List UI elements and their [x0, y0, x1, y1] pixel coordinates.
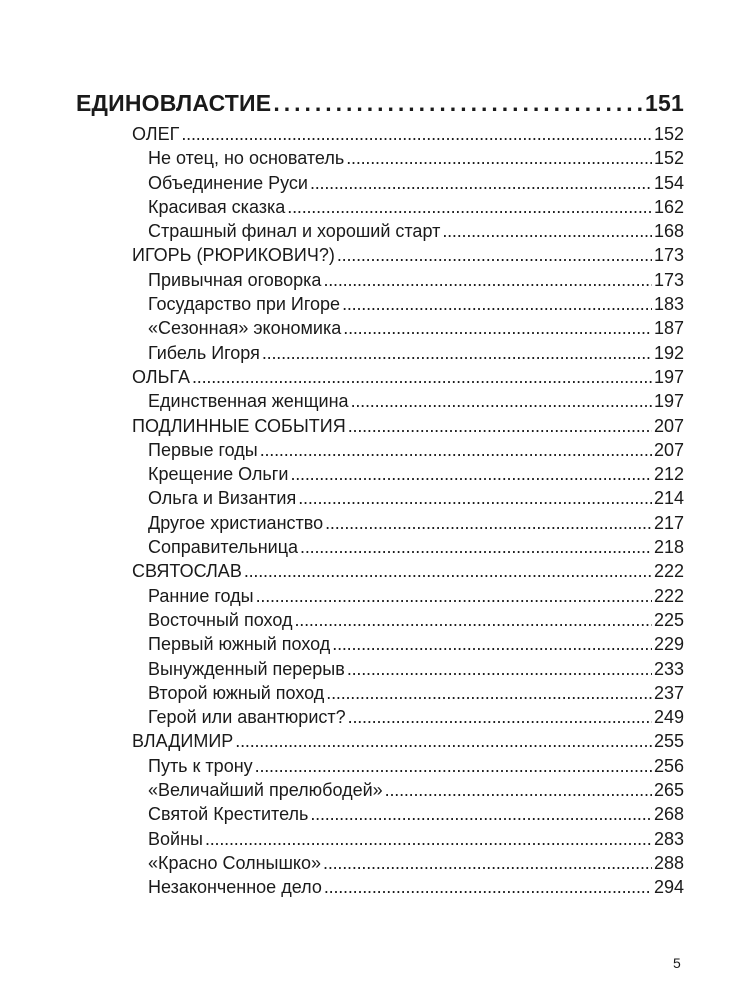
toc-entry-title: Второй южный поход: [148, 682, 325, 703]
toc-entry-title: ИГОРЬ (РЮРИКОВИЧ?): [132, 245, 335, 266]
toc-entry-title: Герой или авантюрист?: [148, 707, 346, 728]
toc-subsection-entry: [148, 754, 684, 778]
toc-entry-title: Красивая сказка: [148, 196, 286, 217]
toc-subsection-entry: [148, 851, 684, 875]
toc-subsection-entry: [148, 462, 684, 486]
toc-entry-title: Ранние годы: [148, 585, 254, 606]
dot-leader: [323, 268, 652, 292]
toc-chapter-entry: [132, 559, 684, 583]
toc-entry-page: 229: [653, 634, 684, 655]
toc-entry-page: 288: [653, 852, 684, 873]
toc-entry-page: 222: [653, 561, 684, 582]
dot-leader: [326, 681, 652, 705]
toc-subsection-entry: [148, 219, 684, 243]
dot-leader: [332, 632, 652, 656]
toc-subsection-entry: [148, 171, 684, 195]
dot-leader: [260, 438, 652, 462]
dot-leader: [337, 243, 652, 267]
toc-entry-title: ПОДЛИННЫЕ СОБЫТИЯ: [132, 415, 346, 436]
toc-subsection-entry: [148, 827, 684, 851]
dot-leader: [346, 146, 652, 170]
toc-entry-page: 265: [653, 780, 684, 801]
dot-leader: [310, 171, 652, 195]
dot-leader: [300, 535, 652, 559]
toc-entry-page: 187: [653, 318, 684, 339]
toc-subsection-entry: [148, 341, 684, 365]
toc-subsection-entry: [148, 875, 684, 899]
dot-leader: [351, 389, 652, 413]
toc-section-heading: [76, 84, 684, 122]
dot-leader: [310, 802, 652, 826]
dot-leader: [205, 827, 652, 851]
dot-leader: [287, 195, 652, 219]
toc-entry-title: Другое христианство: [148, 512, 324, 533]
dot-leader: [347, 657, 652, 681]
toc-entry-title: Святой Креститель: [148, 804, 309, 825]
toc-entry-title: Соправительница: [148, 537, 299, 558]
toc-subsection-entry: [148, 802, 684, 826]
dot-leader: [273, 84, 643, 122]
dot-leader: [181, 122, 652, 146]
toc-entry-title: Незаконченное дело: [148, 877, 322, 898]
toc-subsection-entry: [148, 438, 684, 462]
toc-entry-page: 173: [653, 269, 684, 290]
toc-subsection-entry: [148, 195, 684, 219]
toc-subsection-entry: [148, 292, 684, 316]
toc-entry-title: Не отец, но основатель: [148, 148, 345, 169]
toc-entry-title: Объединение Руси: [148, 172, 308, 193]
toc-chapter-entry: [132, 729, 684, 753]
toc-entry-page: 256: [653, 755, 684, 776]
toc-entry-page: 283: [653, 828, 684, 849]
toc-entry-page: 222: [653, 585, 684, 606]
toc-subsection-entry: [148, 146, 684, 170]
toc-entry-title: «Сезонная» экономика: [148, 318, 342, 339]
toc-entry-title: Первые годы: [148, 439, 258, 460]
toc-entry-page: 249: [653, 707, 684, 728]
toc-subsection-entry: [148, 778, 684, 802]
toc-entry-title: Восточный поход: [148, 609, 293, 630]
toc-chapter-entry: [132, 365, 684, 389]
toc-entry-page: 225: [653, 609, 684, 630]
toc-entry-title: Привычная оговорка: [148, 269, 322, 290]
toc-subsection-entry: [148, 389, 684, 413]
toc-entry-title: Крещение Ольги: [148, 464, 289, 485]
toc-entry-page: 214: [653, 488, 684, 509]
dot-leader: [342, 292, 652, 316]
toc-subsection-entry: [148, 681, 684, 705]
toc-entry-page: 217: [653, 512, 684, 533]
toc-chapter-entry: [132, 122, 684, 146]
toc-entry-title: Ольга и Византия: [148, 488, 297, 509]
toc-chapter-entry: [132, 243, 684, 267]
toc-subsection-entry: [148, 511, 684, 535]
toc-entry-page: 152: [653, 124, 684, 144]
dot-leader: [192, 365, 652, 389]
toc-entry-title: ВЛАДИМИР: [132, 731, 234, 752]
toc-entry-title: Государство при Игоре: [148, 294, 341, 315]
toc-chapter-entry: [132, 414, 684, 438]
toc-entry-title: «Красно Солнышко»: [148, 852, 322, 873]
toc-subsection-entry: [148, 316, 684, 340]
dot-leader: [235, 729, 652, 753]
toc-subsection-entry: [148, 486, 684, 510]
dot-leader: [324, 875, 652, 899]
toc-entry-page: 218: [653, 537, 684, 558]
toc-entry-page: 173: [653, 245, 684, 266]
toc-subsection-entry: [148, 632, 684, 656]
toc-entry-page: 162: [653, 196, 684, 217]
toc-entry-page: 294: [653, 877, 684, 898]
toc-entry-page: 212: [653, 464, 684, 485]
toc-entry-page: 268: [653, 804, 684, 825]
dot-leader: [298, 486, 652, 510]
toc-entry-title: Путь к трону: [148, 755, 253, 776]
toc-entry-title: Войны: [148, 828, 203, 849]
toc-entry-page: 151: [645, 90, 684, 116]
toc-entry-title: ЕДИНОВЛАСТИЕ: [76, 90, 272, 116]
toc-entry-title: Первый южный поход: [148, 634, 331, 655]
toc-subsection-entry: [148, 705, 684, 729]
toc-entry-title: Единственная женщина: [148, 391, 349, 412]
table-of-contents: [76, 84, 684, 900]
toc-entry-list: [76, 122, 684, 900]
dot-leader: [255, 754, 652, 778]
dot-leader: [325, 511, 652, 535]
dot-leader: [323, 851, 652, 875]
dot-leader: [244, 559, 652, 583]
toc-entry-page: 168: [653, 221, 684, 242]
toc-entry-title: Гибель Игоря: [148, 342, 260, 363]
toc-entry-page: 152: [653, 148, 684, 169]
toc-entry-page: 207: [653, 439, 684, 460]
toc-entry-title: Вынужденный перерыв: [148, 658, 345, 679]
dot-leader: [385, 778, 652, 802]
toc-entry-page: 183: [653, 294, 684, 315]
toc-entry-page: 255: [653, 731, 684, 752]
dot-leader: [256, 584, 652, 608]
toc-entry-page: 192: [653, 342, 684, 363]
toc-entry-title: «Величайший прелюбодей»: [148, 780, 383, 801]
dot-leader: [294, 608, 651, 632]
dot-leader: [442, 219, 652, 243]
toc-entry-page: 197: [653, 366, 684, 387]
toc-subsection-entry: [148, 535, 684, 559]
toc-entry-page: 154: [653, 172, 684, 193]
dot-leader: [348, 414, 652, 438]
toc-entry-page: 207: [653, 415, 684, 436]
toc-subsection-entry: [148, 657, 684, 681]
dot-leader: [262, 341, 652, 365]
toc-entry-title: Страшный финал и хороший старт: [148, 221, 441, 242]
dot-leader: [343, 316, 652, 340]
toc-entry-page: 237: [653, 682, 684, 703]
toc-subsection-entry: [148, 268, 684, 292]
toc-subsection-entry: [148, 584, 684, 608]
toc-entry-page: 233: [653, 658, 684, 679]
dot-leader: [348, 705, 652, 729]
toc-entry-page: 197: [653, 391, 684, 412]
toc-entry-title: ОЛЕГ: [132, 124, 180, 144]
page-number: 5: [673, 955, 681, 971]
dot-leader: [290, 462, 652, 486]
toc-entry-title: ОЛЬГА: [132, 366, 190, 387]
toc-subsection-entry: [148, 608, 684, 632]
toc-entry-title: СВЯТОСЛАВ: [132, 561, 242, 582]
